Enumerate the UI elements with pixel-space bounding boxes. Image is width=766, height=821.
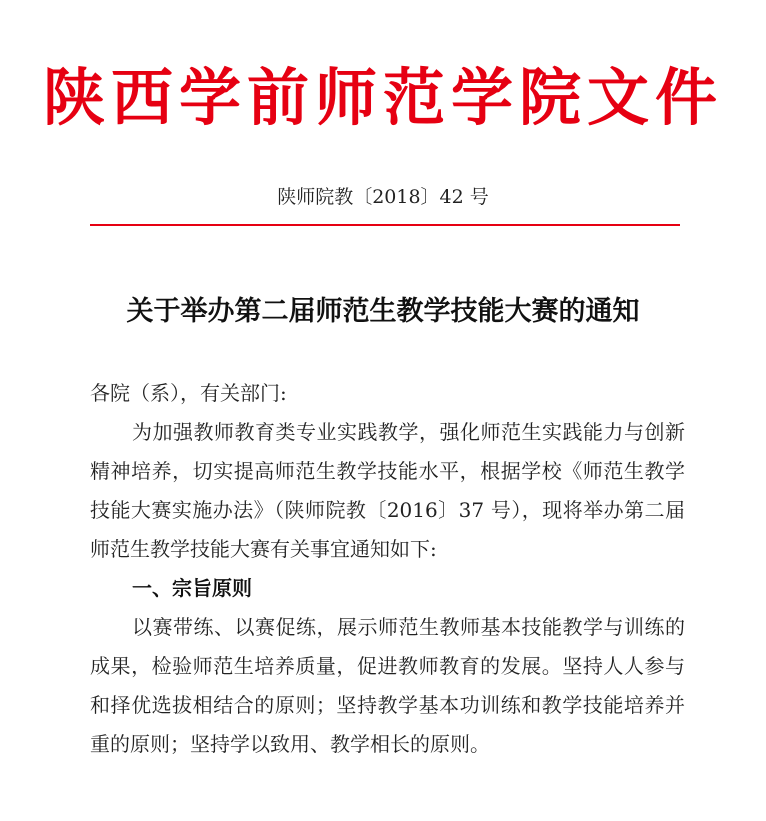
- purpose-paragraph: 以赛带练、以赛促练，展示师范生教师基本技能教学与训练的成果，检验师范生培养质量，促进教师教育的发展。坚持人人参与和择优选拔相结合的原则；坚持教学基本功训练和教学技能培养并重的原则；坚持学以致用、教学相长的原则。: [90, 615, 685, 756]
- intro-paragraph: 为加强教师教育类专业实践教学，强化师范生实践能力与创新精神培养，切实提高师范生教学技能水平，根据学校《师范生教学技能大赛实施办法》（陕师院教〔2016〕37 号），现将举办第二届师范生教学技能大赛有关事宜通知如下:: [90, 420, 685, 561]
- document-title: 关于举办第二届师范生教学技能大赛的通知: [126, 296, 640, 327]
- issuer-header: 陕西学前师范学院文件: [42, 61, 723, 134]
- salutation: 各院（系），有关部门:: [90, 381, 287, 405]
- document-number: 陕师院教〔2018〕42 号: [277, 186, 489, 208]
- header-divider: [90, 224, 680, 226]
- section-heading-purpose: 一、宗旨原则: [132, 576, 252, 600]
